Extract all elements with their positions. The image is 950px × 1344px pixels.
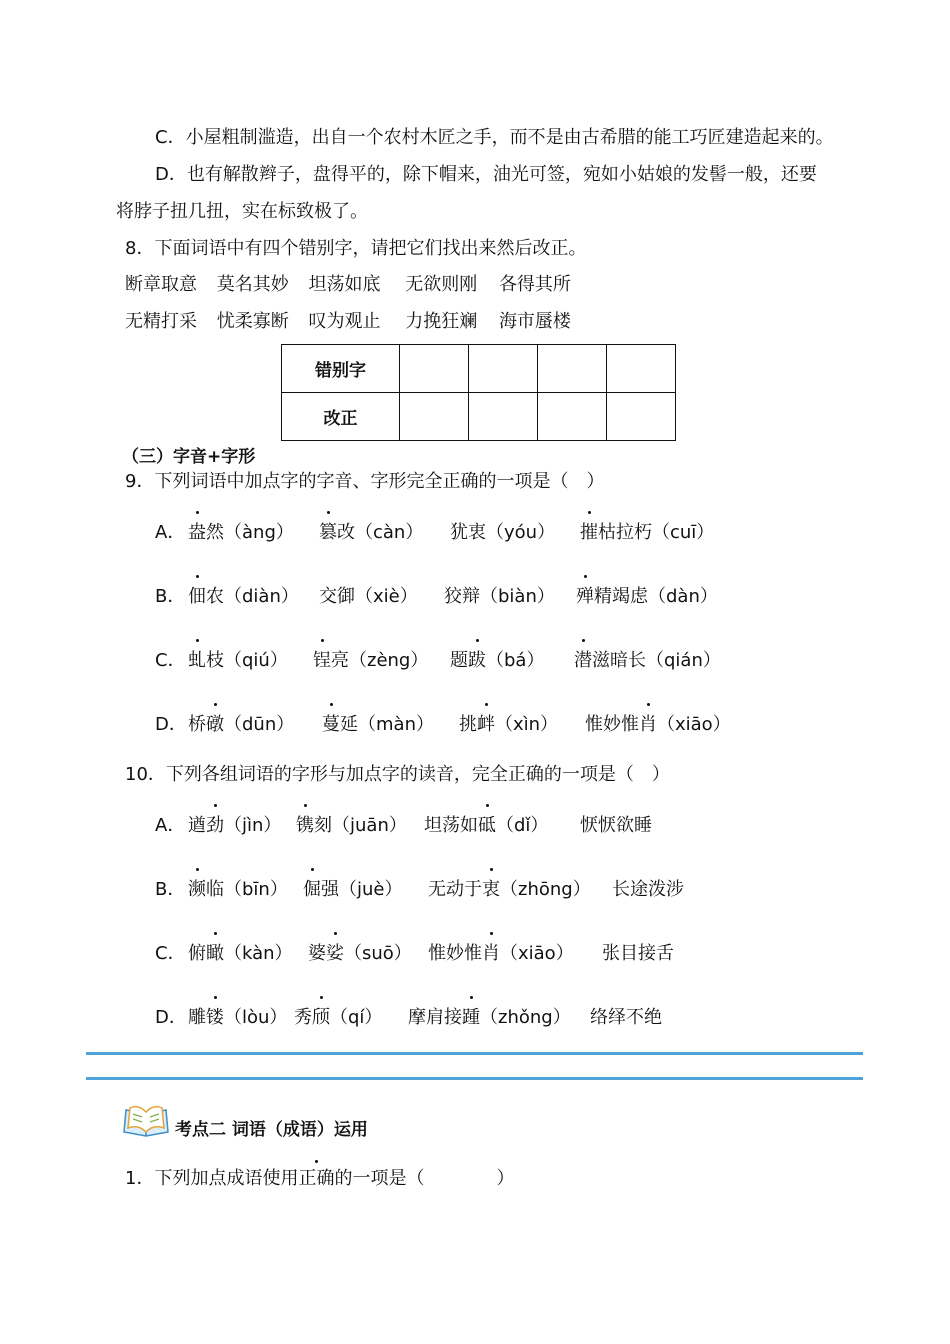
word-with-pinyin: 摩肩接踵（zhǒng） bbox=[408, 1003, 571, 1029]
section-heading: （三）字音+字形 bbox=[122, 447, 256, 467]
q8-word-row-1 bbox=[125, 273, 571, 297]
option-letter: B． bbox=[155, 586, 186, 607]
option-letter: D． bbox=[155, 714, 187, 735]
option-letter: C． bbox=[155, 650, 186, 671]
correction-table bbox=[281, 344, 676, 441]
word-with-pinyin: 殚精竭虑（dàn） bbox=[576, 582, 718, 608]
word-with-pinyin: 交御（xiè） bbox=[319, 586, 418, 607]
dotted-character: 砥 bbox=[478, 811, 496, 837]
word-with-pinyin: 潜滋暗长（qián） bbox=[574, 646, 721, 672]
dotted-character: 礅 bbox=[206, 710, 224, 736]
dotted-character: 跋 bbox=[468, 646, 486, 672]
dotted-character: 濒 bbox=[188, 875, 206, 901]
word-with-pinyin: 坦荡如砥（dǐ） bbox=[424, 811, 548, 837]
dotted-character: 锃 bbox=[313, 646, 331, 672]
dotted-character: 佃 bbox=[188, 582, 206, 608]
kaodian-title: 考点二 词语（成语）运用 bbox=[175, 1120, 368, 1140]
word-with-pinyin: 长途泼涉 bbox=[612, 879, 684, 900]
word-with-pinyin: 题跋（bá） bbox=[450, 646, 544, 672]
word-with-pinyin: 镌刻（juān） bbox=[296, 811, 407, 837]
dotted-word: 正确 bbox=[298, 1168, 335, 1189]
q1-text: 的一项是（ ） bbox=[334, 1168, 515, 1189]
option-letter: A． bbox=[155, 522, 186, 543]
book-icon bbox=[122, 1102, 170, 1138]
word-with-pinyin: 摧枯拉朽（cuī） bbox=[580, 518, 714, 544]
answer-cell[interactable] bbox=[400, 393, 469, 441]
option-letter: C． bbox=[155, 943, 186, 964]
dotted-character: 蔓 bbox=[322, 710, 340, 736]
word-with-pinyin: 遒劲（jìn） bbox=[188, 811, 281, 837]
dotted-character: 衅 bbox=[477, 710, 495, 736]
dotted-character: 颀 bbox=[312, 1003, 330, 1029]
word: 叹为观止 bbox=[308, 311, 381, 332]
word-with-pinyin: 蔓延（màn） bbox=[322, 710, 434, 736]
word-with-pinyin: 恹恹欲睡 bbox=[580, 815, 652, 836]
option-d-text-line1: D．也有解散辫子，盘得平的，除下帽来，油光可签，宛如小姑娘的发髻一般，还要 bbox=[155, 164, 817, 185]
word-with-pinyin: 络绎不绝 bbox=[590, 1007, 662, 1028]
dotted-character: 肖 bbox=[482, 939, 500, 965]
option-letter: A． bbox=[155, 815, 186, 836]
word-with-pinyin: 盎然（àng） bbox=[188, 518, 294, 544]
wrong-char-label: 错别字 bbox=[282, 345, 400, 393]
word: 断章取意 bbox=[125, 274, 197, 295]
dotted-character: 虬 bbox=[188, 646, 206, 672]
word-with-pinyin: 挑衅（xìn） bbox=[459, 710, 558, 736]
question-10-stem: 10．下列各组词语的字形与加点字的读音，完全正确的一项是（ ） bbox=[125, 764, 670, 785]
word-with-pinyin: 濒临（bīn） bbox=[188, 875, 288, 901]
dotted-character: 潜 bbox=[574, 646, 592, 672]
question-8-stem: 8．下面词语中有四个错别字，请把它们找出来然后改正。 bbox=[125, 238, 587, 259]
correction-label: 改正 bbox=[282, 393, 400, 441]
dotted-character: 镌 bbox=[296, 811, 314, 837]
word-with-pinyin: 倔强（juè） bbox=[303, 875, 402, 901]
answer-cell[interactable] bbox=[538, 393, 607, 441]
word-with-pinyin: 婆娑（suō） bbox=[308, 939, 412, 965]
option-letter: D． bbox=[155, 1007, 187, 1028]
word-with-pinyin: 佃农（diàn） bbox=[188, 582, 299, 608]
option-c-text: C．小屋粗制滥造，出自一个农村木匠之手，而不是由古希腊的能工巧匠建造起来的。 bbox=[155, 127, 834, 148]
dotted-character: 倔 bbox=[303, 875, 321, 901]
word: 各得其所 bbox=[498, 274, 571, 295]
answer-cell[interactable] bbox=[469, 393, 538, 441]
word-with-pinyin: 秀颀（qí） bbox=[294, 1003, 382, 1029]
word: 无精打采 bbox=[125, 311, 197, 332]
dotted-character: 篡 bbox=[319, 518, 337, 544]
dotted-character: 镂 bbox=[206, 1003, 224, 1029]
word-with-pinyin: 俯瞰（kàn） bbox=[188, 939, 293, 965]
dotted-character: 踵 bbox=[462, 1003, 480, 1029]
word-with-pinyin: 桥礅（dūn） bbox=[188, 710, 294, 736]
table-row bbox=[282, 393, 676, 441]
word-with-pinyin: 篡改（càn） bbox=[319, 518, 423, 544]
word-with-pinyin: 无动于衷（zhōng） bbox=[428, 875, 591, 901]
q8-word-row-2 bbox=[125, 310, 571, 334]
word-with-pinyin: 惟妙惟肖（xiāo） bbox=[585, 710, 731, 736]
word-with-pinyin: 张目接舌 bbox=[602, 943, 674, 964]
table-row bbox=[282, 345, 676, 393]
dotted-character: 瞰 bbox=[206, 939, 224, 965]
dotted-character: 衷 bbox=[482, 875, 500, 901]
dotted-character: 摧 bbox=[580, 518, 598, 544]
answer-cell[interactable] bbox=[469, 345, 538, 393]
dotted-character: 殚 bbox=[576, 582, 594, 608]
word: 力挽狂斓 bbox=[405, 311, 478, 332]
dotted-character: 盎 bbox=[188, 518, 206, 544]
option-letter: B． bbox=[155, 879, 186, 900]
question-9-stem: 9．下列词语中加点字的字音、字形完全正确的一项是（ ） bbox=[125, 471, 605, 492]
dotted-character: 劲 bbox=[206, 811, 224, 837]
dotted-character: 肖 bbox=[639, 710, 657, 736]
word-with-pinyin: 犹衷（yóu） bbox=[450, 522, 556, 543]
word: 无欲则刚 bbox=[405, 274, 478, 295]
answer-cell[interactable] bbox=[607, 345, 676, 393]
q1-text: 1．下列加点成语使用 bbox=[125, 1168, 299, 1189]
word: 海市蜃楼 bbox=[498, 311, 571, 332]
word-with-pinyin: 虬枝（qiú） bbox=[188, 646, 288, 672]
option-d-text-line2: 将脖子扭几扭，实在标致极了。 bbox=[116, 201, 368, 222]
word-with-pinyin: 狡辩（biàn） bbox=[444, 586, 555, 607]
divider-line bbox=[86, 1077, 863, 1080]
word-with-pinyin: 惟妙惟肖（xiāo） bbox=[428, 939, 574, 965]
word-with-pinyin: 雕镂（lòu） bbox=[188, 1003, 287, 1029]
answer-cell[interactable] bbox=[607, 393, 676, 441]
word: 坦荡如底 bbox=[308, 274, 381, 295]
word: 忧柔寡断 bbox=[216, 311, 289, 332]
answer-cell[interactable] bbox=[538, 345, 607, 393]
kaodian2-question-1 bbox=[125, 1167, 514, 1191]
answer-cell[interactable] bbox=[400, 345, 469, 393]
dotted-character: 娑 bbox=[326, 939, 344, 965]
divider-line bbox=[86, 1052, 863, 1055]
word-with-pinyin: 锃亮（zèng） bbox=[313, 646, 428, 672]
word: 莫名其妙 bbox=[216, 274, 289, 295]
